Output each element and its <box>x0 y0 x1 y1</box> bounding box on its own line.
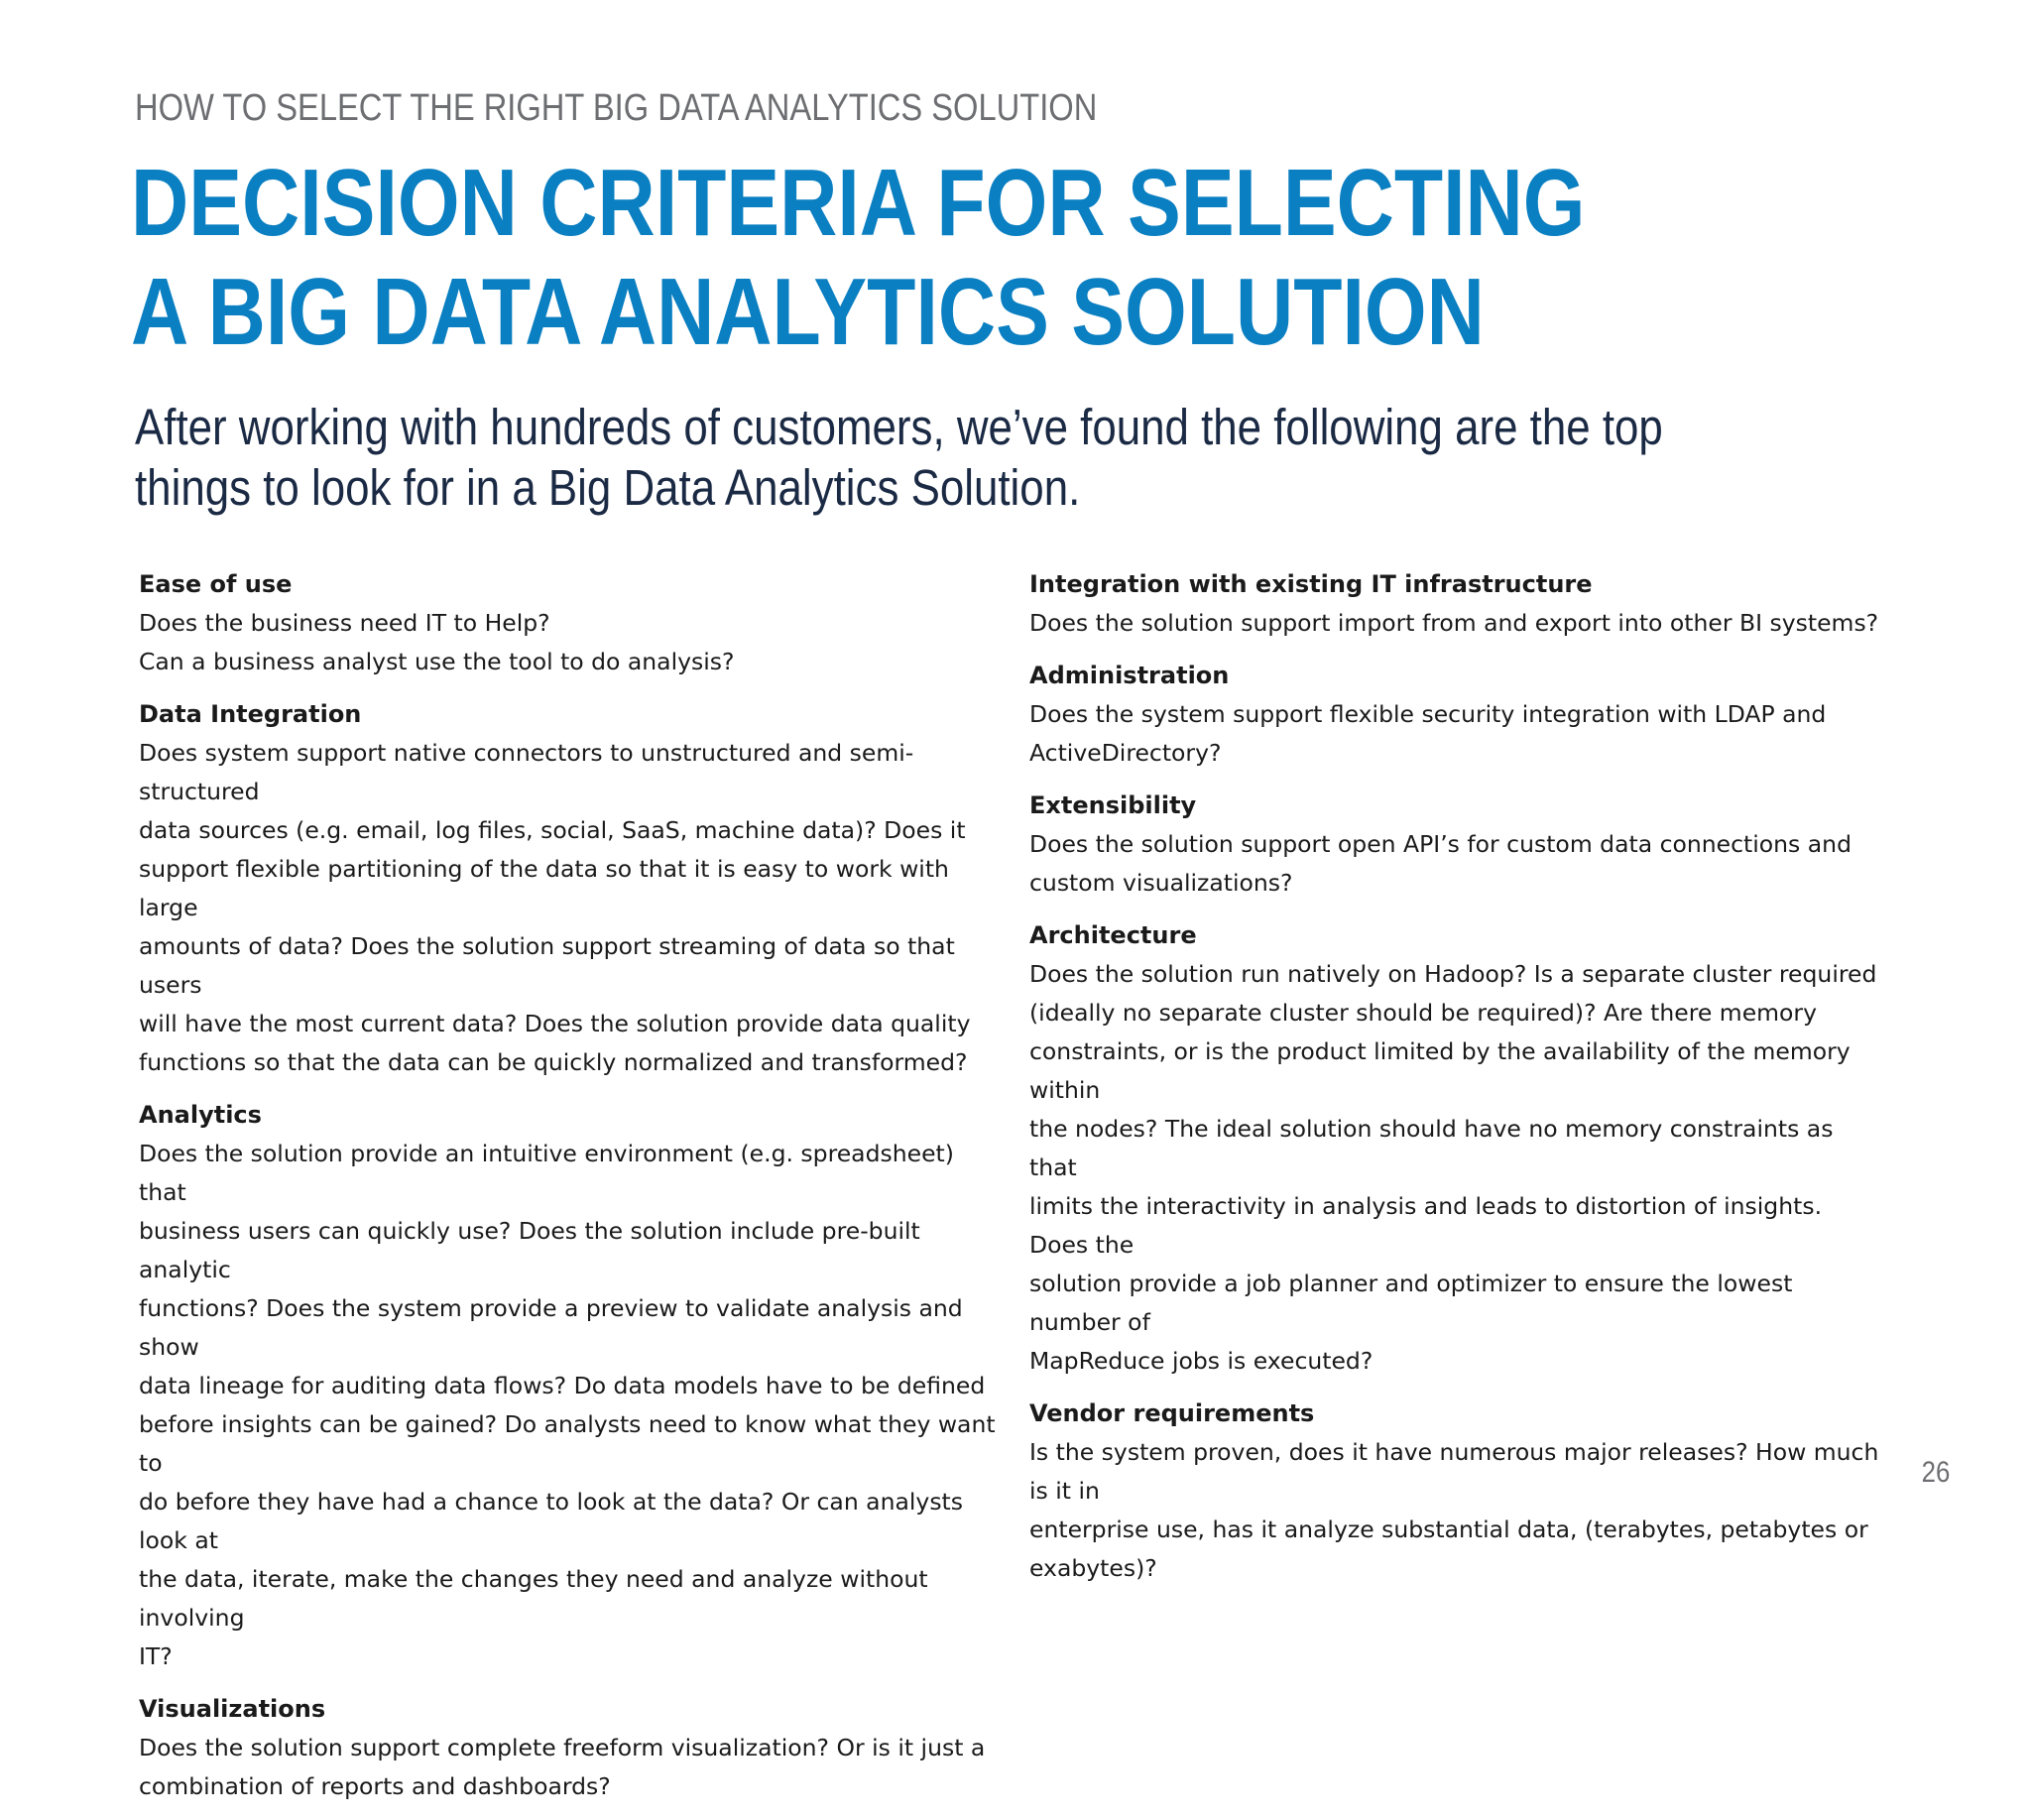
intro-line-2: things to look for in a Big Data Analytics Solution. <box>135 459 1081 516</box>
page-title <box>131 149 1586 367</box>
criterion-text-line: solution provide a job planner and optimizer to ensure the lowest number of <box>1029 1270 1793 1336</box>
criterion-text-line: MapReduce jobs is executed? <box>1029 1347 1374 1375</box>
criterion-vendor-requirements <box>1029 1395 1882 1588</box>
criterion-text-line: functions? Does the system provide a preview to validate analysis and show <box>139 1294 963 1361</box>
criterion-heading: Integration with existing IT infrastructure <box>1029 570 1593 598</box>
criterion-text-line: Does the solution support open API’s for custom data connections and <box>1029 830 1852 858</box>
criterion-text-line: (ideally no separate cluster should be required)? Are there memory <box>1029 999 1817 1027</box>
page-number: 26 <box>1921 1456 1950 1489</box>
criterion-text-line: business users can quickly use? Does the solution include pre-built analytic <box>139 1217 920 1283</box>
criterion-heading: Ease of use <box>139 570 293 598</box>
criterion-heading: Visualizations <box>139 1695 326 1723</box>
section-eyebrow: HOW TO SELECT THE RIGHT BIG DATA ANALYTICS SOLUTION <box>135 87 1098 129</box>
criterion-heading: Vendor requirements <box>1029 1399 1315 1427</box>
criterion-ease-of-use <box>139 565 1002 681</box>
criterion-heading: Architecture <box>1029 921 1197 949</box>
criterion-administration <box>1029 657 1882 773</box>
criterion-text-line: Does the system support flexible security integration with LDAP and <box>1029 700 1827 728</box>
criterion-text-line: combination of reports and dashboards? <box>139 1772 611 1800</box>
page-title-line-2: A BIG DATA ANALYTICS SOLUTION <box>131 259 1485 365</box>
criterion-text-line: Does the solution run natively on Hadoop? Is a separate cluster required <box>1029 960 1877 988</box>
criterion-text-line: Is the system proven, does it have numerous major releases? How much is it in <box>1029 1438 1879 1505</box>
page-title-line-1: DECISION CRITERIA FOR SELECTING <box>131 150 1586 256</box>
criterion-text-line: the nodes? The ideal solution should have no memory constraints as that <box>1029 1115 1834 1181</box>
criterion-architecture <box>1029 916 1882 1381</box>
criterion-text-line: custom visualizations? <box>1029 869 1293 897</box>
criterion-it-integration <box>1029 565 1882 643</box>
criterion-extensibility <box>1029 787 1882 903</box>
right-column <box>1029 565 1882 1602</box>
criterion-text-line: support flexible partitioning of the data so that it is easy to work with large <box>139 855 949 921</box>
criterion-text-line: Does system support native connectors to unstructured and semi-structured <box>139 739 914 805</box>
intro-lede <box>135 397 1663 518</box>
criterion-text-line: Does the solution provide an intuitive environment (e.g. spreadsheet) that <box>139 1140 954 1206</box>
criterion-text-line: ActiveDirectory? <box>1029 739 1222 767</box>
criterion-data-integration <box>139 695 1002 1082</box>
criterion-text-line: constraints, or is the product limited by the availability of the memory within <box>1029 1037 1851 1104</box>
criterion-heading: Analytics <box>139 1101 262 1129</box>
criterion-text-line: Does the solution support complete freeform visualization? Or is it just a <box>139 1734 986 1761</box>
criterion-text-line: before insights can be gained? Do analysts need to know what they want to <box>139 1410 996 1477</box>
criterion-text-line: functions so that the data can be quickly normalized and transformed? <box>139 1048 968 1076</box>
criterion-text-line: Does the business need IT to Help? <box>139 609 550 637</box>
criterion-text-line: the data, iterate, make the changes they need and analyze without involving <box>139 1565 928 1632</box>
criterion-heading: Data Integration <box>139 700 362 728</box>
criterion-heading: Extensibility <box>1029 791 1197 819</box>
criterion-visualizations <box>139 1690 1002 1806</box>
criterion-text-line: IT? <box>139 1642 173 1670</box>
criterion-text-line: Can a business analyst use the tool to do analysis? <box>139 648 735 675</box>
criterion-text-line: data sources (e.g. email, log files, social, SaaS, machine data)? Does it <box>139 816 966 844</box>
left-column <box>139 565 1002 1820</box>
criterion-text-line: limits the interactivity in analysis and leads to distortion of insights. Does the <box>1029 1192 1823 1259</box>
criterion-text-line: amounts of data? Does the solution support streaming of data so that users <box>139 932 955 999</box>
criterion-text-line: will have the most current data? Does the solution provide data quality <box>139 1010 971 1037</box>
intro-line-1: After working with hundreds of customers, we’ve found the following are the top <box>135 399 1663 455</box>
criterion-analytics <box>139 1096 1002 1676</box>
criterion-text-line: exabytes)? <box>1029 1554 1157 1582</box>
criterion-heading: Administration <box>1029 662 1230 689</box>
criterion-text-line: enterprise use, has it analyze substantial data, (terabytes, petabytes or <box>1029 1516 1868 1543</box>
criterion-text-line: data lineage for auditing data flows? Do data models have to be defined <box>139 1372 986 1399</box>
criterion-text-line: Does the solution support import from and export into other BI systems? <box>1029 609 1879 637</box>
criterion-text-line: do before they have had a chance to look at the data? Or can analysts look at <box>139 1488 964 1554</box>
